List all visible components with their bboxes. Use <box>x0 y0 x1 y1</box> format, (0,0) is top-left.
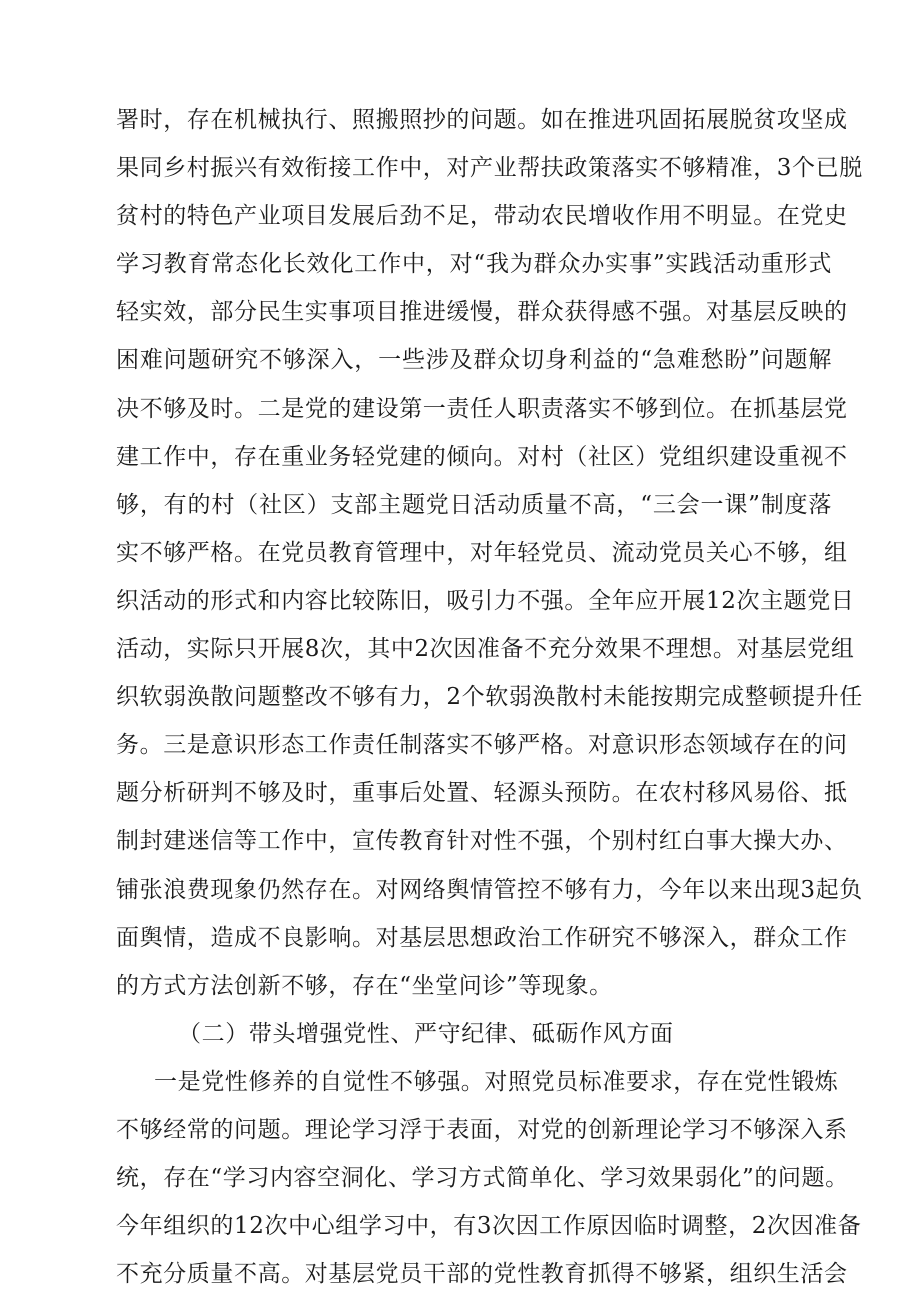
text-line: 统，存在“学习内容空洞化、学习方式简单化、学习效果弱化”的问题。 <box>116 1165 849 1192</box>
text-line: 今年组织的12次中心组学习中，有3次因工作原因临时调整，2次因准备 <box>116 1213 862 1240</box>
text-line: 果同乡村振兴有效衔接工作中，对产业帮扶政策落实不够精准，3个已脱 <box>116 155 863 182</box>
text-line: 一是党性修养的自觉性不够强。对照党员标准要求，存在党性锻炼 <box>154 1068 839 1095</box>
text-line: 题分析研判不够及时，重事后处置、轻源头预防。在农村移风易俗、抵 <box>116 780 848 807</box>
text-line: 活动，实际只开展8次，其中2次因准备不充分效果不理想。对基层党组 <box>116 636 855 663</box>
text-line: 铺张浪费现象仍然存在。对网络舆情管控不够有力，今年以来出现3起负 <box>116 876 863 903</box>
text-line: 制封建迷信等工作中，宣传教育针对性不强，个别村红白事大操大办、 <box>116 828 848 855</box>
text-line: 面舆情，造成不良影响。对基层思想政治工作研究不够深入，群众工作 <box>116 924 848 951</box>
text-line: 实不够严格。在党员教育管理中，对年轻党员、流动党员关心不够，组 <box>116 539 848 566</box>
text-line: 学习教育常态化长效化工作中，对“我为群众办实事”实践活动重形式 <box>116 251 832 278</box>
text-line: 轻实效，部分民生实事项目推进缓慢，群众获得感不强。对基层反映的 <box>116 299 848 326</box>
text-line: 困难问题研究不够深入，一些涉及群众切身利益的“急难愁盼”问题解 <box>116 347 832 374</box>
section-heading: （二）带头增强党性、严守纪律、砥砺作风方面 <box>178 1020 674 1047</box>
text-line: 建工作中，存在重业务轻党建的倾向。对村（社区）党组织建设重视不 <box>116 443 848 470</box>
document-body <box>116 96 863 1298</box>
text-line: 织软弱涣散问题整改不够有力，2个软弱涣散村未能按期完成整顿提升任 <box>116 684 863 711</box>
text-line: 够，有的村（社区）支部主题党日活动质量不高，“三会一课”制度落 <box>116 491 832 518</box>
text-line: 不够经常的问题。理论学习浮于表面，对党的创新理论学习不够深入系 <box>116 1116 848 1143</box>
text-line: 贫村的特色产业项目发展后劲不足，带动农民增收作用不明显。在党史 <box>116 203 848 230</box>
text-line: 的方式方法创新不够，存在“坐堂问诊”等现象。 <box>116 972 613 999</box>
text-line: 署时，存在机械执行、照搬照抄的问题。如在推进巩固拓展脱贫攻坚成 <box>116 107 848 133</box>
text-line: 决不够及时。二是党的建设第一责任人职责落实不够到位。在抓基层党 <box>116 395 848 422</box>
text-line: 织活动的形式和内容比较陈旧，吸引力不强。全年应开展12次主题党日 <box>116 587 855 614</box>
text-line: 务。三是意识形态工作责任制落实不够严格。对意识形态领域存在的问 <box>116 732 848 759</box>
text-line: 不充分质量不高。对基层党员干部的党性教育抓得不够紧，组织生活会 <box>116 1261 848 1288</box>
